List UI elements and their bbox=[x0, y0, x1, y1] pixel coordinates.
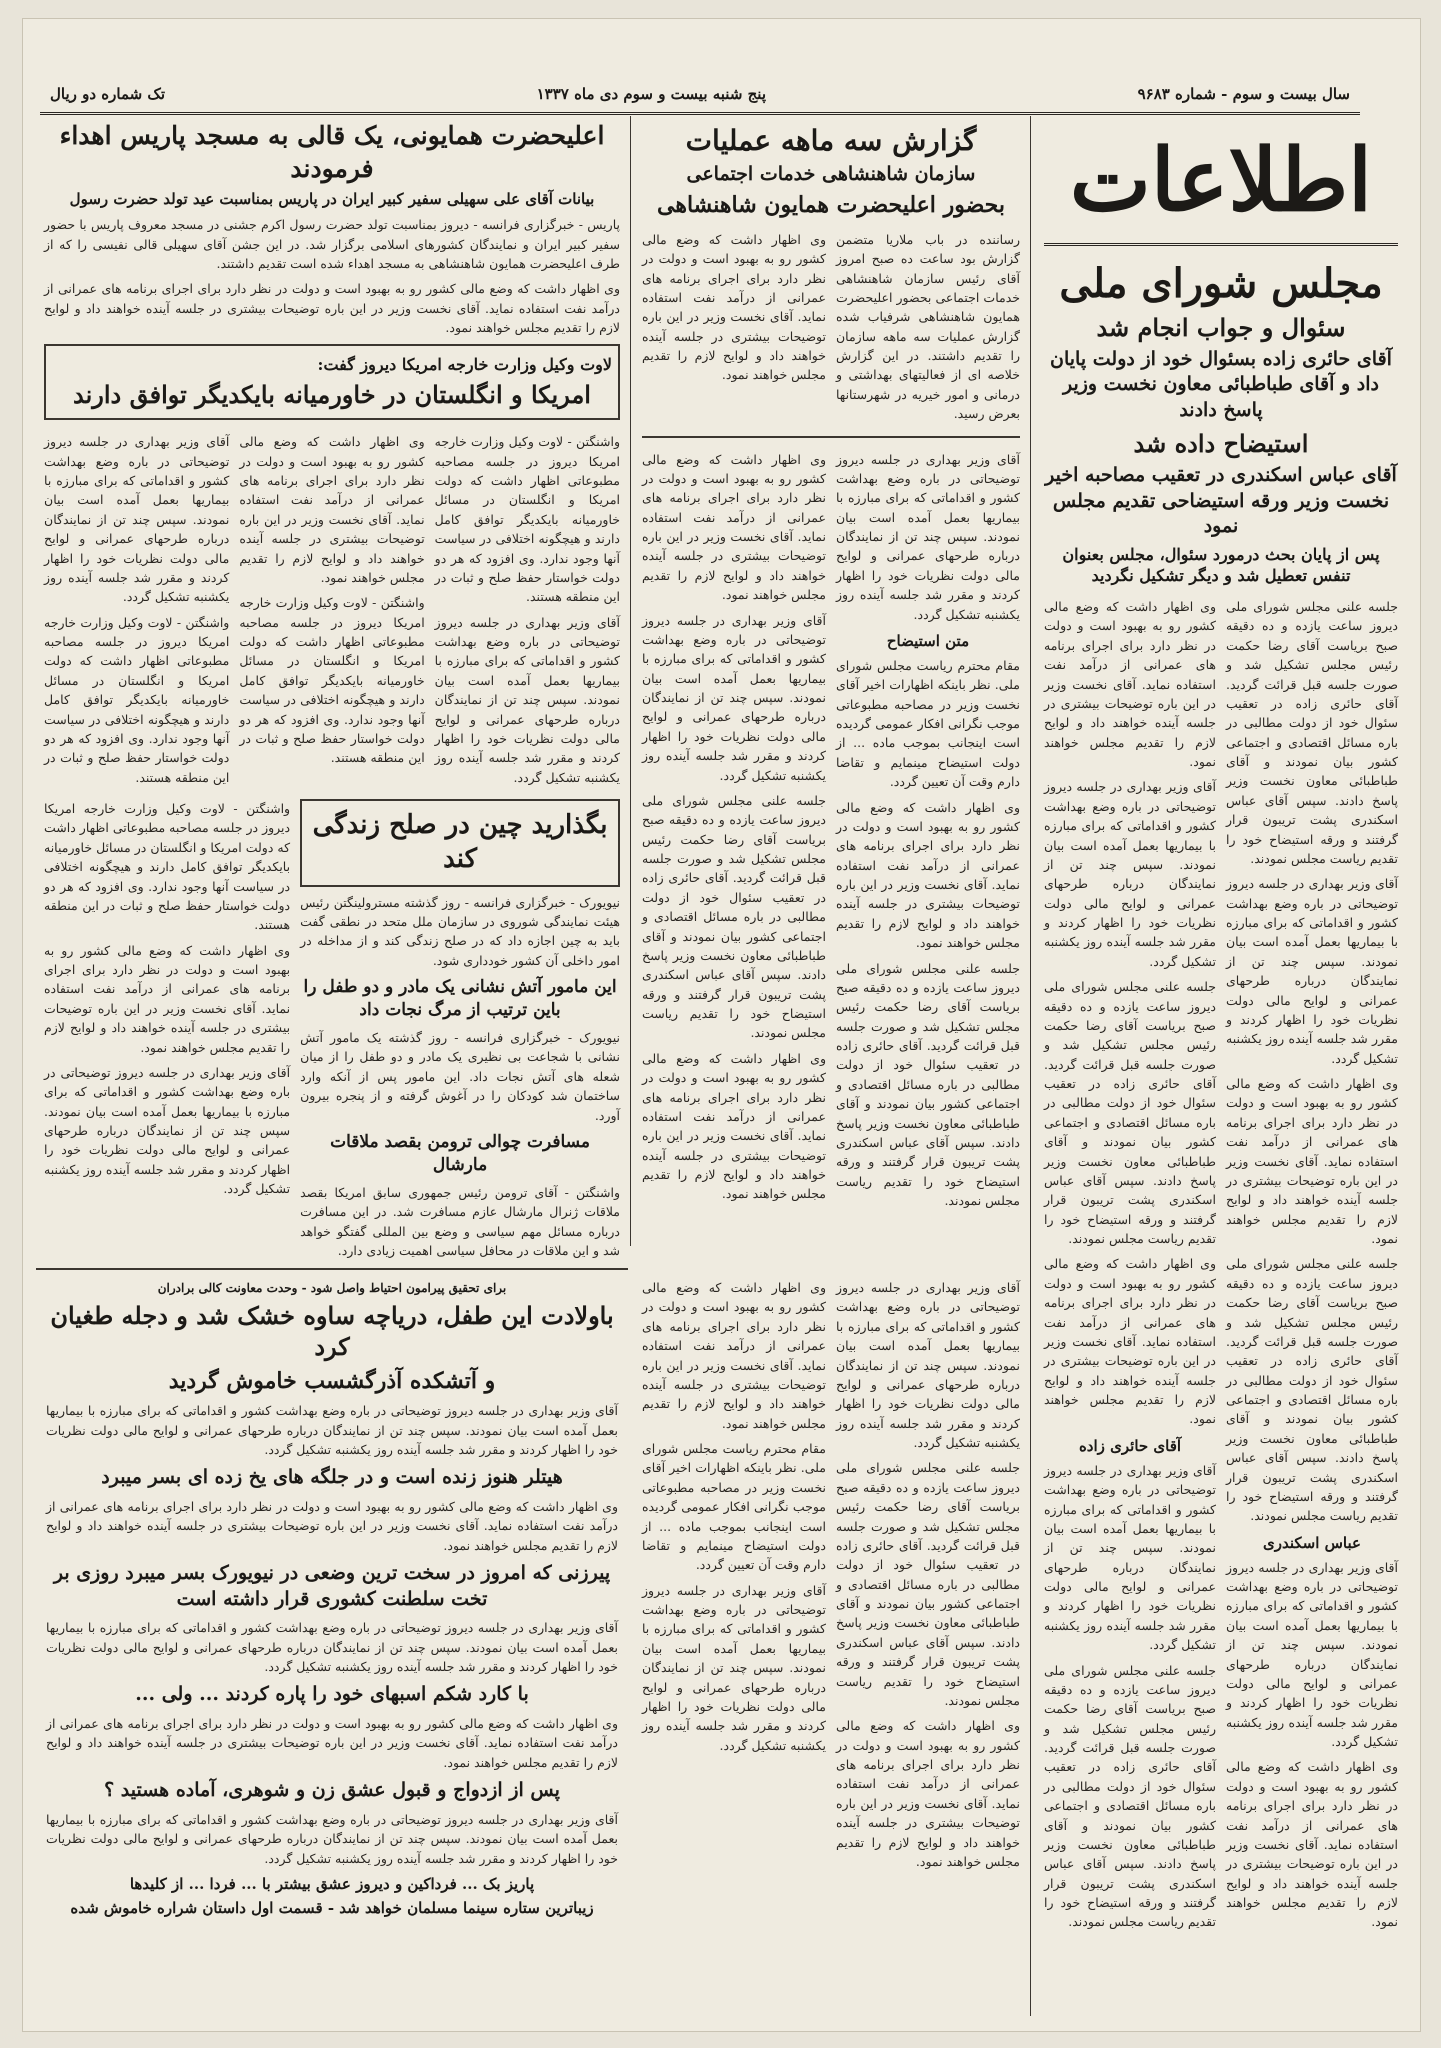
dulles-headline: امریکا و انگلستان در خاورمیانه بایکدیگر توافق دارند bbox=[73, 380, 591, 410]
report-subheadline: سازمان شاهنشاهی خدمات اجتماعی bbox=[686, 162, 976, 185]
parliament-cont-body-2: وی اظهار داشت که وضع مالی کشور رو به بهبود است و دولت در نظر دارد برای اجرای برنامه های عمرانی از درآمد نفت استفاده نماید. آقای نخست وزیر در این باره توضیحات بیشتری در جلسه آینده خواهند داد و لوایح لازم را تقدیم مجلس خواهند نمود. bbox=[836, 799, 1020, 951]
dulles-cont-body-3: آقای وزیر بهداری در جلسه دیروز توضیحاتی در باره وضع بهداشت کشور و اقداماتی که برای مبارزه با بیماریها بعمل آمده است بیان نمودند. سپس چند تن از نمایندگان درباره طرحهای عمرانی و لوایح مالی دولت نظریات خود را اظهار کردند و مقرر شد جلسه آینده روز یکشنبه تشکیل گردد. bbox=[44, 1064, 291, 1197]
column-rule bbox=[1030, 116, 1031, 2016]
bottom-mid-body-5: مقام محترم ریاست مجلس شورای ملی. نظر باینکه اظهارات اخیر آقای نخست وزیر در مصاحبه مطبوعاتی موجب نگرانی افکار عمومی گردیده است اینجانب بموجب ماده ... از دولت استیضاح مینمایم و تقاضا دارم وقت آن تعیین گردد. bbox=[642, 1441, 826, 1573]
parliament-body-5: وی اظهار داشت که وضع مالی کشور رو به بهبود است و دولت در نظر دارد برای اجرای برنامه های عمرانی از درآمد نفت استفاده نماید. آقای نخست وزیر در این باره توضیحات بیشتری در جلسه آینده خواهند داد و لوایح لازم را تقدیم مجلس خواهند نمود. bbox=[1044, 599, 1216, 769]
feature-line-4: پس از ازدواج و قبول عشق زن و شوهری، آماده هستید ؟ bbox=[104, 1779, 560, 1802]
parliament-body-2: آقای وزیر بهداری در جلسه دیروز توضیحاتی در باره وضع بهداشت کشور و اقداماتی که برای مبارزه با بیماریها بعمل آمده است بیان نمودند. سپس چند تن از نمایندگان درباره طرحهای عمرانی و لوایح مالی دولت نظریات خود را اظهار کردند و مقرر شد جلسه آینده روز یکشنبه تشکیل گردد. bbox=[1226, 876, 1398, 1066]
feature-subheadline: و آتشکده آذرگشسب خاموش گردید bbox=[168, 1367, 496, 1394]
dulles-body-4: واشنگتن - لاوت وکیل وزارت خارجه امریکا دیروز در جلسه مصاحبه مطبوعاتی اظهار داشت که دولت امریکا و انگلستان در مسائل خاورمیانه بایکدیگر توافق کامل دارند و هیچگونه اختلافی در سیاست آنها وجود ندارد. وی افزود که هر دو دولت خواستار حفظ صلح و ثبات در این منطقه هستند. bbox=[239, 595, 425, 766]
feature-line-3: با کارد شکم اسبهای خود را پاره کردند ... ولی ... bbox=[135, 1683, 529, 1706]
carpet-headline: اعلیحضرت همایونی، یک قالی به مسجد پاریس اهداء فرمودند bbox=[59, 121, 605, 183]
bottom-mid-body-2: جلسه علنی مجلس شورای ملی دیروز ساعت یازده و ده دقیقه صبح بریاست آقای رضا حکمت رئیس مجلس تشکیل شد و صورت جلسه قبل قرائت گردید. آقای حائری زاده در تعقیب سئوال خود از دولت مطالبی در باره مسائل اقتصادی و اجتماعی کشور بیان نمودند و آقای طباطبائی معاون نخست وزیر پاسخ دادند. سپس آقای عباس اسکندری پشت تریبون قرار گرفتند و ورقه استیضاح خود را تقدیم ریاست مجلس نمودند. bbox=[836, 1460, 1020, 1708]
dulles-box bbox=[44, 344, 620, 421]
china-box bbox=[300, 799, 620, 887]
dulles-body-2: آقای وزیر بهداری در جلسه دیروز توضیحاتی در باره وضع بهداشت کشور و اقداماتی که برای مبارزه با بیماریها بعمل آمده است بیان نمودند. سپس چند تن از نمایندگان درباره طرحهای عمرانی و لوایح مالی دولت نظریات خود را اظهار کردند و مقرر شد جلسه آینده روز یکشنبه تشکیل گردد. bbox=[434, 614, 620, 785]
bottom-mid-body-6: آقای وزیر بهداری در جلسه دیروز توضیحاتی در باره وضع بهداشت کشور و اقداماتی که برای مبارزه با بیماریها بعمل آمده است بیان نمودند. سپس چند تن از نمایندگان درباره طرحهای عمرانی و لوایح مالی دولت نظریات خود را اظهار کردند و مقرر شد جلسه آینده روز یکشنبه تشکیل گردد. bbox=[642, 1582, 826, 1753]
parliament-subheadline: سئوال و جواب انجام شد bbox=[1096, 312, 1346, 342]
eskandari-subhead: عباس اسکندری bbox=[1263, 1533, 1361, 1552]
china-headline: بگذارید چین در صلح زندگی کند bbox=[312, 810, 608, 874]
istizah-body: مقام محترم ریاست مجلس شورای ملی. نظر باینکه اظهارات اخیر آقای نخست وزیر در مصاحبه مطبوعاتی موجب نگرانی افکار عمومی گردیده است اینجانب بموجب ماده ... از دولت استیضاح مینمایم و تقاضا دارم وقت آن تعیین گردد. bbox=[836, 657, 1020, 790]
left-column bbox=[36, 116, 628, 1266]
dateline bbox=[40, 82, 1360, 115]
feature-body: آقای وزیر بهداری در جلسه دیروز توضیحاتی در باره وضع بهداشت کشور و اقداماتی که برای مبارزه با بیماریها بعمل آمده است بیان نمودند. سپس چند تن از نمایندگان درباره طرحهای عمرانی و لوایح مالی دولت نظریات خود را اظهار کردند و مقرر شد جلسه آینده روز یکشنبه تشکیل گردد. bbox=[46, 1403, 618, 1457]
parliament-cont-body-5: آقای وزیر بهداری در جلسه دیروز توضیحاتی در باره وضع بهداشت کشور و اقداماتی که برای مبارزه با بیماریها بعمل آمده است بیان نمودند. سپس چند تن از نمایندگان درباره طرحهای عمرانی و لوایح مالی دولت نظریات خود را اظهار کردند و مقرر شد جلسه آینده روز یکشنبه تشکیل گردد. bbox=[642, 612, 826, 783]
parliament-deck-2: استیضاح داده شد bbox=[1133, 428, 1309, 458]
haerizadeh-body: آقای وزیر بهداری در جلسه دیروز توضیحاتی در باره وضع بهداشت کشور و اقداماتی که برای مبارزه با بیماریها بعمل آمده است بیان نمودند. سپس چند تن از نمایندگان درباره طرحهای عمرانی و لوایح مالی دولت نظریات خود را اظهار کردند و مقرر شد جلسه آینده روز یکشنبه تشکیل گردد. bbox=[1044, 1462, 1216, 1653]
feature-body-2: وی اظهار داشت که وضع مالی کشور رو به بهبود است و دولت در نظر دارد برای اجرای برنامه های عمرانی از درآمد نفت استفاده نماید. آقای نخست وزیر در این باره توضیحات بیشتری در جلسه آینده خواهند داد و لوایح لازم را تقدیم مجلس خواهند نمود. bbox=[46, 1498, 618, 1553]
parliament-deck-3: آقای عباس اسکندری در تعقیب مصاحبه اخیر نخست وزیر ورقه استیضاحی تقدیم مجلس نمود bbox=[1045, 463, 1397, 538]
section-rule bbox=[642, 436, 1020, 438]
parliament-body-4: جلسه علنی مجلس شورای ملی دیروز ساعت یازده و ده دقیقه صبح بریاست آقای رضا حکمت رئیس مجلس تشکیل شد و صورت جلسه قبل قرائت گردید. آقای حائری زاده در تعقیب سئوال خود از دولت مطالبی در باره مسائل اقتصادی و اجتماعی کشور بیان نمودند و آقای طباطبائی معاون نخست وزیر پاسخ دادند. سپس آقای عباس اسکندری پشت تریبون قرار گرفتند و ورقه استیضاح خود را تقدیم ریاست مجلس نمودند. bbox=[1226, 1256, 1398, 1524]
issue-price: تک شماره دو ریال bbox=[50, 85, 166, 103]
carpet-deck: بیانات آقای علی سهیلی سفیر کبیر ایران در پاریس بمناسبت عید تولد حضرت رسول bbox=[69, 190, 595, 208]
middle-column bbox=[634, 116, 1028, 1266]
masthead-logo: اطلاعات bbox=[1044, 116, 1398, 246]
issue-number: سال بیست و سوم - شماره ۹۶۸۳ bbox=[1137, 85, 1350, 103]
parliament-body: جلسه علنی مجلس شورای ملی دیروز ساعت یازده و ده دقیقه صبح بریاست آقای رضا حکمت رئیس مجلس تشکیل شد و صورت جلسه قبل قرائت گردید. آقای حائری زاده در تعقیب سئوال خود از دولت مطالبی در باره مسائل اقتصادی و اجتماعی کشور بیان نمودند و آقای طباطبائی معاون نخست وزیر پاسخ دادند. سپس آقای عباس اسکندری پشت تریبون قرار گرفتند و ورقه استیضاح خود را تقدیم ریاست مجلس نمودند. bbox=[1226, 599, 1398, 866]
parliament-cont-body: آقای وزیر بهداری در جلسه دیروز توضیحاتی در باره وضع بهداشت کشور و اقداماتی که برای مبارزه با بیماریها بعمل آمده است بیان نمودند. سپس چند تن از نمایندگان درباره طرحهای عمرانی و لوایح مالی دولت نظریات خود را اظهار کردند و مقرر شد جلسه آینده روز یکشنبه تشکیل گردد. bbox=[836, 451, 1020, 622]
feature-line-2: پیرزنی که امروز در سخت ترین وضعی در نیویورک بسر میبرد روزی بر تخت سلطنت کشوری قرار داشته است bbox=[53, 1562, 611, 1610]
china-body: نیویورک - خبرگزاری فرانسه - روز گذشته مسترولینگتن رئیس هیئت نمایندگی شوروی در سازمان ملل متحد در نطقی گفت باید به چین اجازه داد که در صلح زندگی کند و از مداخله در امور داخلی آن کشور خودداری شود. bbox=[300, 894, 620, 968]
parliament-cont-body-4: وی اظهار داشت که وضع مالی کشور رو به بهبود است و دولت در نظر دارد برای اجرای برنامه های عمرانی از درآمد نفت استفاده نماید. آقای نخست وزیر در این باره توضیحات بیشتری در جلسه آینده خواهند داد و لوایح لازم را تقدیم مجلس خواهند نمود. bbox=[642, 451, 826, 603]
dulles-cont-body-2: وی اظهار داشت که وضع مالی کشور رو به بهبود است و دولت در نظر دارد برای اجرای برنامه های عمرانی از درآمد نفت استفاده نماید. آقای نخست وزیر در این باره توضیحات بیشتری در جلسه آینده خواهند داد و لوایح لازم را تقدیم مجلس خواهند نمود. bbox=[44, 942, 291, 1055]
parliament-cont-body-7: وی اظهار داشت که وضع مالی کشور رو به بهبود است و دولت در نظر دارد برای اجرای برنامه های عمرانی از درآمد نفت استفاده نماید. آقای نخست وزیر در این باره توضیحات بیشتری در جلسه آینده خواهند داد و لوایح لازم را تقدیم مجلس خواهند نمود. bbox=[642, 1050, 826, 1202]
parliament-body-6: آقای وزیر بهداری در جلسه دیروز توضیحاتی در باره وضع بهداشت کشور و اقداماتی که برای مبارزه با بیماریها بعمل آمده است بیان نمودند. سپس چند تن از نمایندگان درباره طرحهای عمرانی و لوایح مالی دولت نظریات خود را اظهار کردند و مقرر شد جلسه آینده روز یکشنبه تشکیل گردد. bbox=[1044, 779, 1216, 969]
parliament-body-3: وی اظهار داشت که وضع مالی کشور رو به بهبود است و دولت در نظر دارد برای اجرای برنامه های عمرانی از درآمد نفت استفاده نماید. آقای نخست وزیر در این باره توضیحات بیشتری در جلسه آینده خواهند داد و لوایح لازم را تقدیم مجلس خواهند نمود. bbox=[1226, 1076, 1398, 1246]
feature-line-5: پاریز بک ... فرداکین و دیروز عشق بیشتر با ... فردا ... از کلیدها bbox=[129, 1874, 535, 1893]
dulles-body-5: آقای وزیر بهداری در جلسه دیروز توضیحاتی در باره وضع بهداشت کشور و اقداماتی که برای مبارزه با بیماریها بعمل آمده است بیان نمودند. سپس چند تن از نمایندگان درباره طرحهای عمرانی و لوایح مالی دولت نظریات خود را اظهار کردند و مقرر شد جلسه آینده روز یکشنبه تشکیل گردد. bbox=[44, 434, 230, 605]
column-rule bbox=[630, 116, 631, 1246]
carpet-body: پاریس - خبرگزاری فرانسه - دیروز بمناسبت تولد حضرت رسول اکرم جشنی در مسجد معروف پاریس با حضور سفیر کبیر ایران و نمایندگان کشورهای اسلامی برگزار شد. در این جشن آقای سهیلی قالی نفیسی را که از طرف اعلیحضرت همایون شاهنشاهی به مسجد اهداء شده است تقدیم داشتند. bbox=[44, 217, 620, 271]
feature-kicker: برای تحقیق پیرامون احتیاط واصل شود - وحدت معاونت کالی برادران bbox=[157, 1281, 507, 1295]
report-deck: بحضور اعلیحضرت همایون شاهنشاهی bbox=[657, 192, 1005, 219]
dulles-body-6: واشنگتن - لاوت وکیل وزارت خارجه امریکا دیروز در جلسه مصاحبه مطبوعاتی اظهار داشت که دولت امریکا و انگلستان در مسائل خاورمیانه بایکدیگر توافق کامل دارند و هیچگونه اختلافی در سیاست آنها وجود ندارد. وی افزود که هر دو دولت خواستار حفظ صلح و ثبات در این منطقه هستند. bbox=[44, 614, 230, 785]
fire-headline: این مامور آتش نشانی یک مادر و دو طفل را باین ترتیب از مرگ نجات داد bbox=[303, 977, 617, 1021]
bottom-middle-column bbox=[634, 1272, 1028, 2012]
feature-body-3: آقای وزیر بهداری در جلسه دیروز توضیحاتی در باره وضع بهداشت کشور و اقداماتی که برای مبارزه با بیماریها بعمل آمده است بیان نمودند. سپس چند تن از نمایندگان درباره طرحهای عمرانی و لوایح مالی دولت نظریات خود را اظهار کردند و مقرر شد جلسه آینده روز یکشنبه تشکیل گردد. bbox=[46, 1620, 618, 1675]
truman-body: واشنگتن - آقای ترومن رئیس جمهوری سابق امریکا بقصد ملاقات ژنرال مارشال عازم مسافرت شد. در این مسافرت درباره مسائل مهم سیاسی و وضع بین المللی گفتگو خواهد شد و این ملاقات در محافل سیاسی اهمیت زیادی دارد. bbox=[300, 1184, 620, 1258]
dulles-cont-body: واشنگتن - لاوت وکیل وزارت خارجه امریکا دیروز در جلسه مصاحبه مطبوعاتی اظهار داشت که دولت امریکا و انگلستان در مسائل خاورمیانه بایکدیگر توافق کامل دارند و هیچگونه اختلافی در سیاست آنها وجود ندارد. وی افزود که هر دو دولت خواستار حفظ صلح و ثبات در این منطقه هستند. bbox=[44, 801, 291, 933]
issue-date: پنج شنبه بیست و سوم دی ماه ۱۳۳۷ bbox=[536, 85, 766, 103]
dulles-kicker: لاوت وکیل وزارت خارجه امریکا دیروز گفت: bbox=[317, 354, 612, 374]
feature-section bbox=[36, 1272, 628, 2012]
right-column bbox=[1036, 116, 1406, 2016]
bottom-mid-body-4: وی اظهار داشت که وضع مالی کشور رو به بهبود است و دولت در نظر دارد برای اجرای برنامه های عمرانی از درآمد نفت استفاده نماید. آقای نخست وزیر در این باره توضیحات بیشتری در جلسه آینده خواهند داد و لوایح لازم را تقدیم مجلس خواهند نمود. bbox=[642, 1280, 826, 1431]
feature-line-1: هیتلر هنوز زنده است و در جلگه های یخ زده ای بسر میبرد bbox=[101, 1466, 563, 1489]
eskandari-body: آقای وزیر بهداری در جلسه دیروز توضیحاتی در باره وضع بهداشت کشور و اقداماتی که برای مبارزه با بیماریها بعمل آمده است بیان نمودند. سپس چند تن از نمایندگان درباره طرحهای عمرانی و لوایح مالی دولت نظریات خود را اظهار کردند و مقرر شد جلسه آینده روز یکشنبه تشکیل گردد. bbox=[1226, 1559, 1398, 1749]
parliament-cont-body-6: جلسه علنی مجلس شورای ملی دیروز ساعت یازده و ده دقیقه صبح بریاست آقای رضا حکمت رئیس مجلس تشکیل شد و صورت جلسه قبل قرائت گردید. آقای حائری زاده در تعقیب سئوال خود از دولت مطالبی در باره مسائل اقتصادی و اجتماعی کشور بیان نمودند و آقای طباطبائی معاون نخست وزیر پاسخ دادند. سپس آقای عباس اسکندری پشت تریبون قرار گرفتند و ورقه استیضاح خود را تقدیم ریاست مجلس نمودند. bbox=[642, 792, 826, 1041]
eskandari-body-2: وی اظهار داشت که وضع مالی کشور رو به بهبود است و دولت در نظر دارد برای اجرای برنامه های عمرانی از درآمد نفت استفاده نماید. آقای نخست وزیر در این باره توضیحات بیشتری در جلسه آینده خواهند داد و لوایح لازم را تقدیم مجلس خواهند نمود. bbox=[1226, 1759, 1398, 1930]
bottom-mid-body: آقای وزیر بهداری در جلسه دیروز توضیحاتی در باره وضع بهداشت کشور و اقداماتی که برای مبارزه با بیماریها بعمل آمده است بیان نمودند. سپس چند تن از نمایندگان درباره طرحهای عمرانی و لوایح مالی دولت نظریات خود را اظهار کردند و مقرر شد جلسه آینده روز یکشنبه تشکیل گردد. bbox=[836, 1280, 1020, 1450]
report-headline: گزارش سه ماهه عملیات bbox=[685, 124, 977, 157]
haerizadeh-body-2: جلسه علنی مجلس شورای ملی دیروز ساعت یازده و ده دقیقه صبح بریاست آقای رضا حکمت رئیس مجلس تشکیل شد و صورت جلسه قبل قرائت گردید. آقای حائری زاده در تعقیب سئوال خود از دولت مطالبی در باره مسائل اقتصادی و اجتماعی کشور بیان نمودند و آقای طباطبائی معاون نخست وزیر پاسخ دادند. سپس آقای عباس اسکندری پشت تریبون قرار گرفتند و ورقه استیضاح خود را تقدیم ریاست مجلس نمودند. bbox=[1044, 1662, 1216, 1930]
istizah-subhead: متن استیضاح bbox=[886, 631, 970, 650]
section-rule bbox=[36, 1268, 628, 1270]
parliament-deck-1: آقای حائری زاده بسئوال خود از دولت پایان داد و آقای طباطبائی معاون نخست وزیر پاسخ دادند bbox=[1050, 347, 1392, 422]
dulles-body: واشنگتن - لاوت وکیل وزارت خارجه امریکا دیروز در جلسه مصاحبه مطبوعاتی اظهار داشت که دولت امریکا و انگلستان در مسائل خاورمیانه بایکدیگر توافق کامل دارند و هیچگونه اختلافی در سیاست آنها وجود ندارد. وی افزود که هر دو دولت خواستار حفظ صلح و ثبات در این منطقه هستند. bbox=[434, 434, 620, 605]
parliament-cont-body-3: جلسه علنی مجلس شورای ملی دیروز ساعت یازده و ده دقیقه صبح بریاست آقای رضا حکمت رئیس مجلس تشکیل شد و صورت جلسه قبل قرائت گردید. آقای حائری زاده در تعقیب سئوال خود از دولت مطالبی در باره مسائل اقتصادی و اجتماعی کشور بیان نمودند و آقای طباطبائی معاون نخست وزیر پاسخ دادند. سپس آقای عباس اسکندری پشت تریبون قرار گرفتند و ورقه استیضاح خود را تقدیم ریاست مجلس نمودند. bbox=[836, 960, 1020, 1209]
feature-line-6: زیباترین ستاره سینما مسلمان خواهد شد - قسمت اول داستان شراره خاموش شده bbox=[70, 1899, 594, 1918]
feature-body-4: وی اظهار داشت که وضع مالی کشور رو به بهبود است و دولت در نظر دارد برای اجرای برنامه های عمرانی از درآمد نفت استفاده نماید. آقای نخست وزیر در این باره توضیحات بیشتری در جلسه آینده خواهند داد و لوایح لازم را تقدیم مجلس خواهند نمود. bbox=[46, 1716, 618, 1770]
carpet-body-2: وی اظهار داشت که وضع مالی کشور رو به بهبود است و دولت در نظر دارد برای اجرای برنامه های عمرانی از درآمد نفت استفاده نماید. آقای نخست وزیر در این باره توضیحات بیشتری در جلسه آینده خواهند داد و لوایح لازم را تقدیم مجلس خواهند نمود. bbox=[44, 281, 620, 336]
parliament-body-7: جلسه علنی مجلس شورای ملی دیروز ساعت یازده و ده دقیقه صبح بریاست آقای رضا حکمت رئیس مجلس تشکیل شد و صورت جلسه قبل قرائت گردید. آقای حائری زاده در تعقیب سئوال خود از دولت مطالبی در باره مسائل اقتصادی و اجتماعی کشور بیان نمودند و آقای طباطبائی معاون نخست وزیر پاسخ دادند. سپس آقای عباس اسکندری پشت تریبون قرار گرفتند و ورقه استیضاح خود را تقدیم ریاست مجلس نمودند. bbox=[1044, 979, 1216, 1246]
feature-body-5: آقای وزیر بهداری در جلسه دیروز توضیحاتی در باره وضع بهداشت کشور و اقداماتی که برای مبارزه با بیماریها بعمل آمده است بیان نمودند. سپس چند تن از نمایندگان درباره طرحهای عمرانی و لوایح مالی دولت نظریات خود را اظهار کردند و مقرر شد جلسه آینده روز یکشنبه تشکیل گردد. bbox=[46, 1811, 618, 1866]
parliament-body-8: وی اظهار داشت که وضع مالی کشور رو به بهبود است و دولت در نظر دارد برای اجرای برنامه های عمرانی از درآمد نفت استفاده نماید. آقای نخست وزیر در این باره توضیحات بیشتری در جلسه آینده خواهند داد و لوایح لازم را تقدیم مجلس خواهند نمود. bbox=[1044, 1256, 1216, 1427]
report-body: رساننده در باب ملاریا متضمن گزارش بود ساعت ده صبح امروز آقای رئیس سازمان شاهنشاهی خدمات اجتماعی بحضور اعلیحضرت همایون شاهنشاهی شرفیاب شده گزارش عملیات سه ماهه سازمان را تقدیم داشتند. در این گزارش خلاصه ای از فعالیتهای بهداشتی و درمانی و امور خیریه در شهرستانها بعرض رسید. bbox=[836, 231, 1020, 422]
fire-body: نیویورک - خبرگزاری فرانسه - روز گذشته یک مامور آتش نشانی با شجاعت بی نظیری یک مادر و دو طفل را از میان شعله های آتش نجات داد. این مامور پس از آنکه وارد ساختمان شد کودکان را در آغوش گرفته و از پنجره بیرون آورد. bbox=[300, 1030, 620, 1123]
truman-headline: مسافرت چوالی ترومن بقصد ملاقات مارشال bbox=[330, 1131, 591, 1175]
parliament-deck-4: پس از پایان بحث درمورد سئوال، مجلس بعنوان تنفس تعطیل شد و دیگر تشکیل نگردید bbox=[1062, 544, 1380, 586]
feature-headline: باولادت این طفل، دریاچه ساوه خشک شد و دجله طغیان کرد bbox=[50, 1301, 614, 1362]
bottom-mid-body-3: وی اظهار داشت که وضع مالی کشور رو به بهبود است و دولت در نظر دارد برای اجرای برنامه های عمرانی از درآمد نفت استفاده نماید. آقای نخست وزیر در این باره توضیحات بیشتری در جلسه آینده خواهند داد و لوایح لازم را تقدیم مجلس خواهند نمود. bbox=[836, 1718, 1020, 1869]
parliament-headline: مجلس شورای ملی bbox=[1059, 259, 1383, 307]
report-body-2: وی اظهار داشت که وضع مالی کشور رو به بهبود است و دولت در نظر دارد برای اجرای برنامه های عمرانی از درآمد نفت استفاده نماید. آقای نخست وزیر در این باره توضیحات بیشتری در جلسه آینده خواهند داد و لوایح لازم را تقدیم مجلس خواهند نمود. bbox=[642, 231, 826, 383]
haerizadeh-subhead: آقای حائری زاده bbox=[1078, 1436, 1182, 1455]
dulles-body-3: وی اظهار داشت که وضع مالی کشور رو به بهبود است و دولت در نظر دارد برای اجرای برنامه های عمرانی از درآمد نفت استفاده نماید. آقای نخست وزیر در این باره توضیحات بیشتری در جلسه آینده خواهند داد و لوایح لازم را تقدیم مجلس خواهند نمود. bbox=[239, 434, 425, 585]
